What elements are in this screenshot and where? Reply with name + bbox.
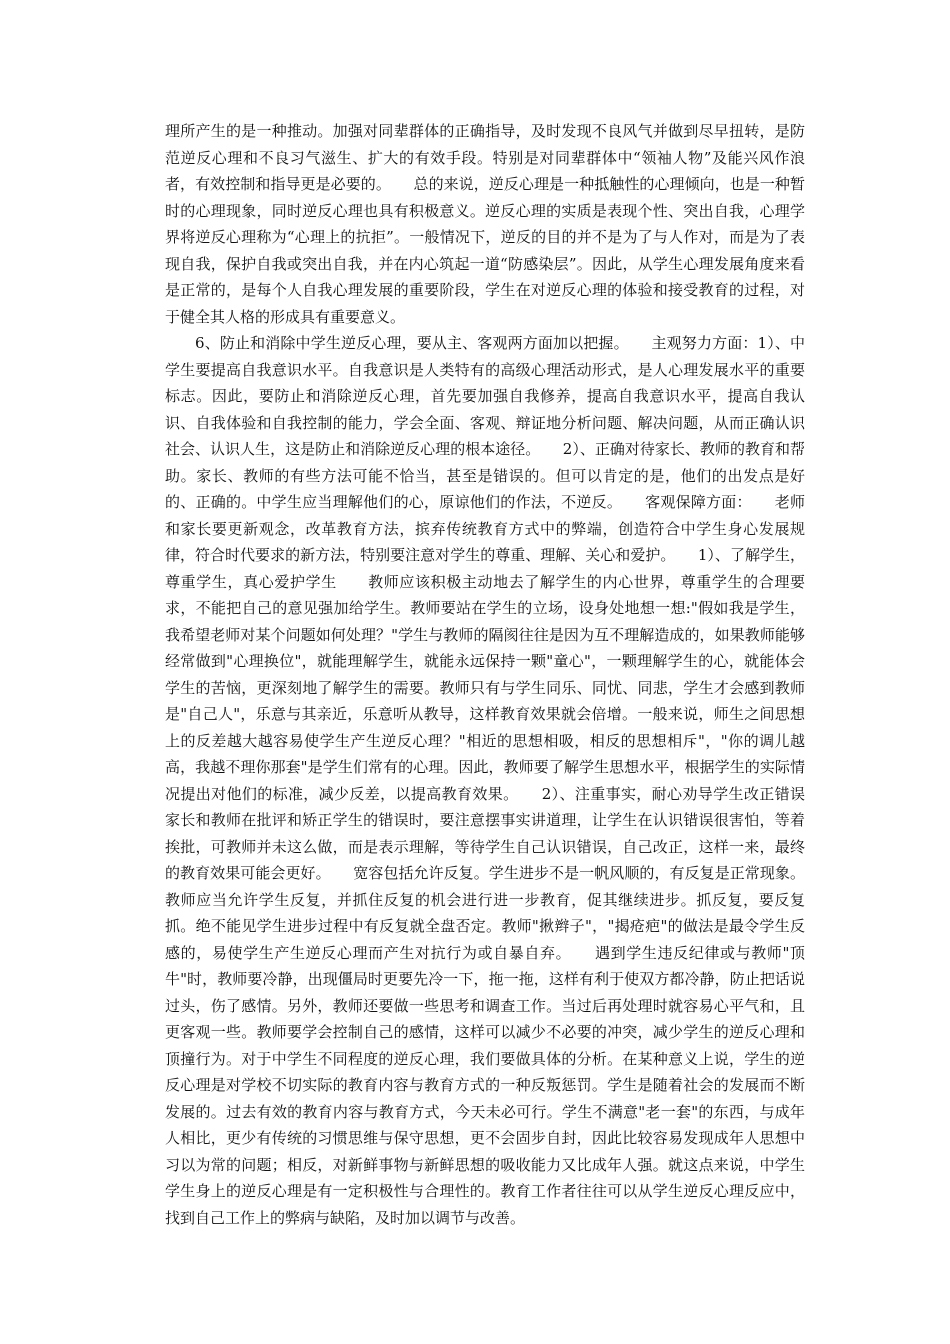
document-page (165, 118, 836, 1231)
paragraph-prevention-methods: 6、防止和消除中学生逆反心理，要从主、客观两方面加以把握。 主观努力方面：1）、中学生要提高自我意识水平。自我意识是人类特有的高级心理活动形式，是人心理发展水平的重要标志。因此，要防止和消除逆反心理，首先要加强自我修养，提高自我意识水平，提高自我认识、自我体验和自我控制的能力，学会全面、客观、辩证地分析问题、解决问题，从而正确认识社会、认识人生，这是防止和消除逆反心理的根本途径。 2）、正确对待家长、教师的教育和帮助。家长、教师的有些方法可能不恰当，甚至是错误的。但可以肯定的是，他们的出发点是好的、正确的。中学生应当理解他们的心，原谅他们的作法，不逆反。 客观保障方面： 老师和家长要更新观念，改革教育方法，摈弃传统教育方式中的弊端，创造符合中学生身心发展规律，符合时代要求的新方法，特别要注意对学生的尊重、理解、关心和爱护。 1）、了解学生，尊重学生，真心爱护学生 教师应该积极主动地去了解学生的内心世界，尊重学生的合理要求，不能把自己的意见强加给学生。教师要站在学生的立场，设身处地想一想:"假如我是学生，我希望老师对某个问题如何处理？"学生与教师的隔阂往往是因为互不理解造成的，如果教师能够经常做到"心理换位"，就能理解学生，就能永远保持一颗"童心"，一颗理解学生的心，就能体会学生的苦恼，更深刻地了解学生的需要。教师只有与学生同乐、同忧、同悲，学生才会感到教师是"自己人"，乐意与其亲近，乐意听从教导，这样教育效果就会倍增。一般来说，师生之间思想上的反差越大越容易使学生产生逆反心理？"相近的思想相吸，相反的思想相斥"，"你的调儿越高，我越不理你那套"是学生们常有的心理。因此，教师要了解学生思想水平，根据学生的实际情况提出对他们的标准，减少反差，以提高教育效果。 2）、注重事实，耐心劝导学生改正错误 家长和教师在批评和矫正学生的错误时，要注意摆事实讲道理，让学生在认识错误很害怕，等着挨批，可教师并未这么做，而是表示理解，等待学生自己认识错误，自己改正，这样一来，最终的教育效果可能会更好。 宽容包括允许反复。学生进步不是一帆风顺的，有反复是正常现象。教师应当允许学生反复，并抓住反复的机会进行进一步教育，促其继续进步。抓反复，要反复抓。绝不能见学生进步过程中有反复就全盘否定。教师"揪辫子"，"揭疮疤"的做法是最令学生反感的，易使学生产生逆反心理而产生对抗行为或自暴自弃。 遇到学生违反纪律或与教师"顶牛"时，教师要冷静，出现僵局时更要先冷一下，拖一拖，这样有利于使双方都冷静，防止把话说过头，伤了感情。另外，教师还要做一些思考和调查工作。当过后再处理时就容易心平气和，且更客观一些。教师要学会控制自己的感情，这样可以减少不必要的冲突，减少学生的逆反心理和顶撞行为。对于中学生不同程度的逆反心理，我们要做具体的分析。在某种意义上说，学生的逆反心理是对学校不切实际的教育内容与教育方式的一种反叛惩罚。学生是随着社会的发展而不断发展的。过去有效的教育内容与教育方式，今天未必可行。学生不满意"老一套"的东西，与成年人相比，更少有传统的习惯思维与保守思想，更不会固步自封，因此比较容易发现成年人思想中习以为常的问题；相反，对新鲜事物与新鲜思想的吸收能力又比成年人强。就这点来说，中学生学生身上的逆反心理是有一定积极性与合理性的。教育工作者往往可以从学生逆反心理反应中，找到自己工作上的弊病与缺陷，及时加以调节与改善。 (165, 334, 836, 1227)
paragraph-reverse-psychology-overview: 理所产生的是一种推动。加强对同辈群体的正确指导，及时发现不良风气并做到尽早扭转，是防范逆反心理和不良习气滋生、扩大的有效手段。特别是对同辈群体中“领袖人物”及能兴风作浪者，有效控制和指导更是必要的。 总的来说，逆反心理是一种抵触性的心理倾向，也是一种暂时的心理现象，同时逆反心理也具有积极意义。逆反心理的实质是表现个性、突出自我，心理学界将逆反心理称为“心理上的抗拒”。一般情况下，逆反的目的并不是为了与人作对，而是为了表现自我，保护自我或突出自我，并在内心筑起一道“防感染层”。因此，从学生心理发展角度来看是正常的，是每个人自我心理发展的重要阶段，学生在对逆反心理的体验和接受教育的过程，对于健全其人格的形成具有重要意义。 (165, 122, 805, 326)
